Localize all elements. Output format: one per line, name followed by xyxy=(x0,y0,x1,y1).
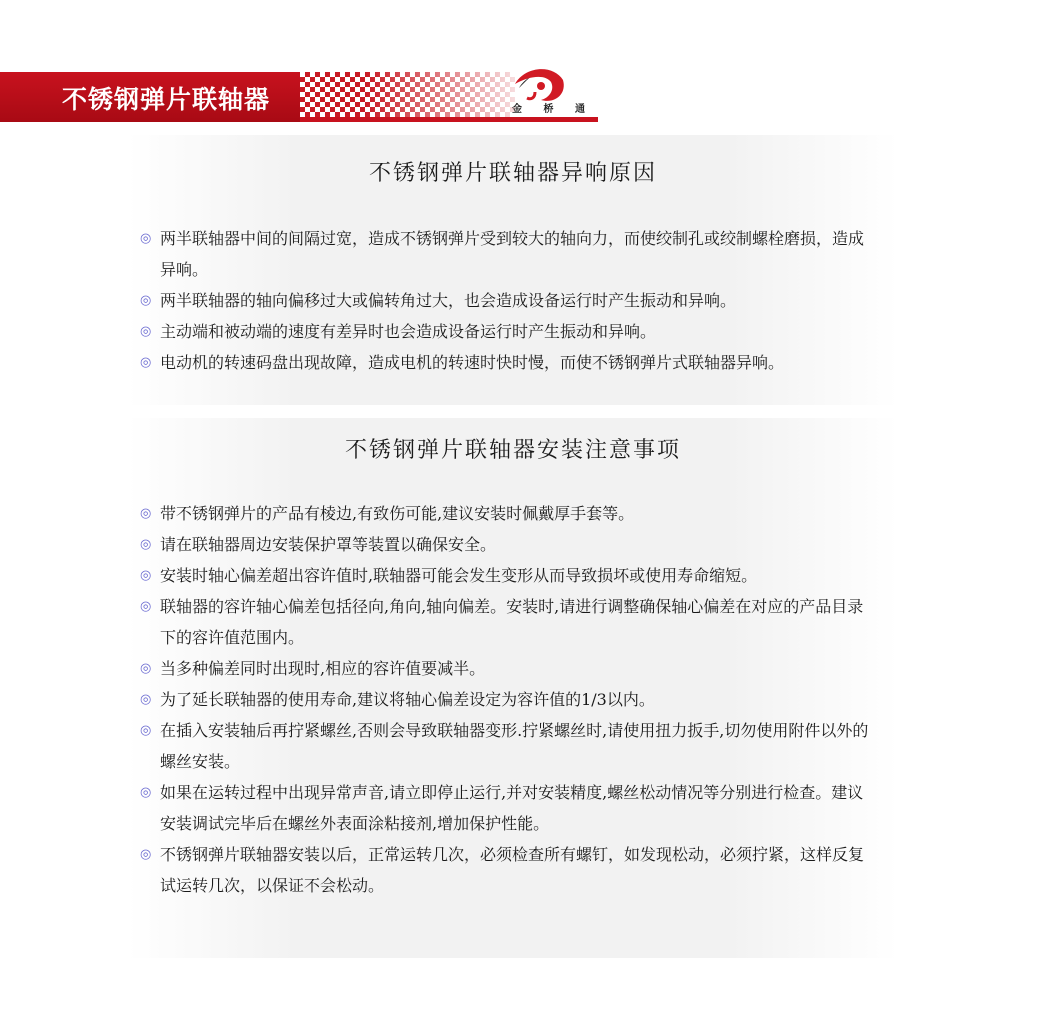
list-item-text: 联轴器的容许轴心偏差包括径向,角向,轴向偏差。安装时,请进行调整确保轴心偏差在对应的产品目录下的容许值范围内。 xyxy=(160,597,864,647)
bullet-icon: ◎ xyxy=(140,785,152,800)
list-item-text: 电动机的转速码盘出现故障，造成电机的转速时快时慢，而使不锈钢弹片式联轴器异响。 xyxy=(160,353,785,372)
list-item xyxy=(140,316,875,347)
bullet-icon: ◎ xyxy=(140,324,152,339)
list-item-text: 安装时轴心偏差超出容许值时,联轴器可能会发生变形从而导致损坏或使用寿命缩短。 xyxy=(160,566,758,585)
list-item-text: 在插入安装轴后再拧紧螺丝,否则会导致联轴器变形.拧紧螺丝时,请使用扭力扳手,切勿使用附件以外的螺丝安装。 xyxy=(160,721,869,771)
list-item-text: 请在联轴器周边安装保护罩等装置以确保安全。 xyxy=(160,535,497,554)
list-item xyxy=(140,777,875,839)
list-item xyxy=(140,715,875,777)
list-item-text: 两半联轴器中间的间隔过宽，造成不锈钢弹片受到较大的轴向力，而使绞制孔或绞制螺栓磨损，造成异响。 xyxy=(160,229,865,279)
list-item xyxy=(140,839,875,901)
noise-causes-list xyxy=(140,223,875,378)
section-heading-install: 不锈钢弹片联轴器安装注意事项 xyxy=(344,438,681,463)
banner-checker-pattern xyxy=(300,72,515,117)
bullet-icon: ◎ xyxy=(140,293,152,308)
bullet-icon: ◎ xyxy=(140,568,152,583)
bullet-icon: ◎ xyxy=(140,537,152,552)
list-item xyxy=(140,529,875,560)
list-item xyxy=(140,560,875,591)
bullet-icon: ◎ xyxy=(140,723,152,738)
list-item-text: 如果在运转过程中出现异常声音,请立即停止运行,并对安装精度,螺丝松动情况等分别进行检查。建议安装调试完毕后在螺丝外表面涂粘接剂,增加保护性能。 xyxy=(160,783,864,833)
section-heading-noise: 不锈钢弹片联轴器异响原因 xyxy=(368,161,657,186)
bullet-icon: ◎ xyxy=(140,599,152,614)
list-item xyxy=(140,347,875,378)
banner-title: 不锈钢弹片联轴器 xyxy=(62,85,271,114)
list-item xyxy=(140,285,875,316)
list-item-text: 带不锈钢弹片的产品有棱边,有致伤可能,建议安装时佩戴厚手套等。 xyxy=(160,504,635,523)
list-item xyxy=(140,498,875,529)
bullet-icon: ◎ xyxy=(140,661,152,676)
list-item-text: 当多种偏差同时出现时,相应的容许值要减半。 xyxy=(160,659,486,678)
bullet-icon: ◎ xyxy=(140,847,152,862)
list-item xyxy=(140,653,875,684)
list-item-text: 为了延长联轴器的使用寿命,建议将轴心偏差设定为容许值的1/3以内。 xyxy=(160,690,655,709)
logo-text: 金 桥 通 xyxy=(512,104,594,115)
list-item xyxy=(140,591,875,653)
bullet-icon: ◎ xyxy=(140,355,152,370)
bullet-icon: ◎ xyxy=(140,231,152,246)
list-item-text: 两半联轴器的轴向偏移过大或偏转角过大，也会造成设备运行时产生振动和异响。 xyxy=(160,291,737,310)
list-item-text: 主动端和被动端的速度有差异时也会造成设备运行时产生振动和异响。 xyxy=(160,322,657,341)
install-notes-list xyxy=(140,498,875,901)
list-item-text: 不锈钢弹片联轴器安装以后，正常运转几次，必须检查所有螺钉，如发现松动，必须拧紧，这样反复试运转几次，以保证不会松动。 xyxy=(160,845,865,895)
list-item xyxy=(140,684,875,715)
list-item xyxy=(140,223,875,285)
bullet-icon: ◎ xyxy=(140,506,152,521)
bullet-icon: ◎ xyxy=(140,692,152,707)
